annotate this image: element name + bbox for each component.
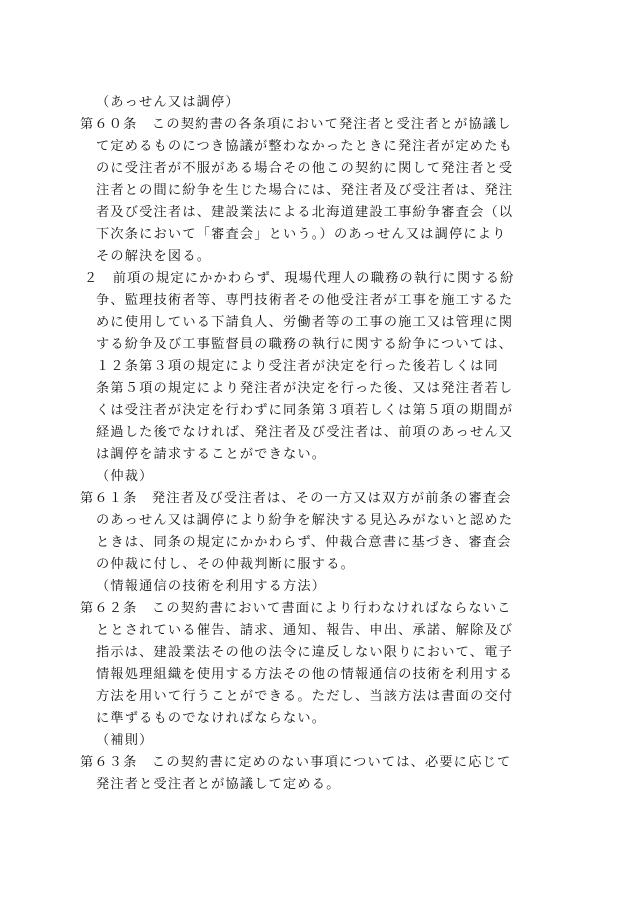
article-60-line-2: て定めるものにつき協議が整わなかったときに発注者が定めたも [96,139,513,154]
article-62-line-4: 情報処理組織を使用する方法その他の情報通信の技術を利用する [96,667,514,682]
article-60-para-2-line-5 [96,356,499,378]
article-63-line-2: 発注者と受注者とが協議して定める。 [96,777,341,792]
article-62-line-1: 第６２条 この契約書において書面により行わなければならないこ [80,601,512,616]
article-60-line-4: 注者との間に紛争を生じた場合には、発注者及び受注者は、発注 [96,183,514,198]
heading-supplementary: （補則） [96,733,154,748]
article-60-line-6: 下次条において「審査会」という。）のあっせん又は調停により [96,227,507,242]
article-62-line-6: に準ずるものでなければならない。 [96,711,327,726]
article-61-line-2: のあっせん又は調停により紛争を解決する見込みがないと認めた [96,513,514,528]
heading-ict: （情報通信の技術を利用する方法） [96,579,327,594]
article-60-para-2-line-2: 争、監理技術者等、専門技術者その他受注者が工事を施工するた [96,293,514,308]
article-60-para-2-line-3: めに使用している下請負人、労働者等の工事の施工又は管理に関 [96,315,514,330]
article-60-para-2-line-7: くは受注者が決定を行わずに同条第３項若しくは第５項の期間が [96,403,514,418]
article-62-line-5: 方法を用いて行うことができる。ただし、当該方法は書面の交付 [96,689,514,704]
article-60-para-2-line-5-rest: 第３項の規定により受注者が決定を行った後若しくは同 [139,359,499,374]
article-63-line-1: 第６３条 この契約書に定めのない事項については、必要に応じて [80,755,512,770]
article-60-line-7: その解決を図る。 [96,249,212,264]
article-ref-12: １２条 [96,359,140,374]
article-60-para-2-line-9: は調停を請求することができない。 [96,447,327,462]
article-61-line-1: 第６１条 発注者及び受注者は、その一方又は双方が前条の審査会 [80,491,512,506]
article-60-para-2-line-6: 条第５項の規定により発注者が決定を行った後、又は発注者若し [96,381,514,396]
heading-arbitration: （仲裁） [96,469,154,484]
article-61-line-3: ときは、同条の規定にかかわらず、仲裁合意書に基づき、審査会 [96,535,512,550]
heading-mediation: （あっせん又は調停） [96,95,240,110]
article-60-line-1: 第６０条 この契約書の各条項において発注者と受注者とが協議し [80,117,512,132]
article-61-line-4: の仲裁に付し、その仲裁判断に服する。 [96,557,355,572]
article-60-line-3: のに受注者が不服がある場合その他この契約に関して発注者と受 [96,161,514,176]
article-62-line-3: 指示は、建設業法その他の法令に違反しない限りにおいて、電子 [96,645,513,660]
article-60-line-5: 者及び受注者は、建設業法による北海道建設工事紛争審査会（以 [96,205,514,220]
article-60-para-2-line-1: ２ 前項の規定にかかわらず、現場代理人の職務の執行に関する紛 [84,271,515,286]
article-60-para-2-line-4: する紛争及び工事監督員の職務の執行に関する紛争については、 [96,337,513,352]
article-62-line-2: ととされている催告、請求、通知、報告、申出、承諾、解除及び [96,623,514,638]
article-60-para-2-line-8: 経過した後でなければ、発注者及び受注者は、前項のあっせん又 [96,425,514,440]
